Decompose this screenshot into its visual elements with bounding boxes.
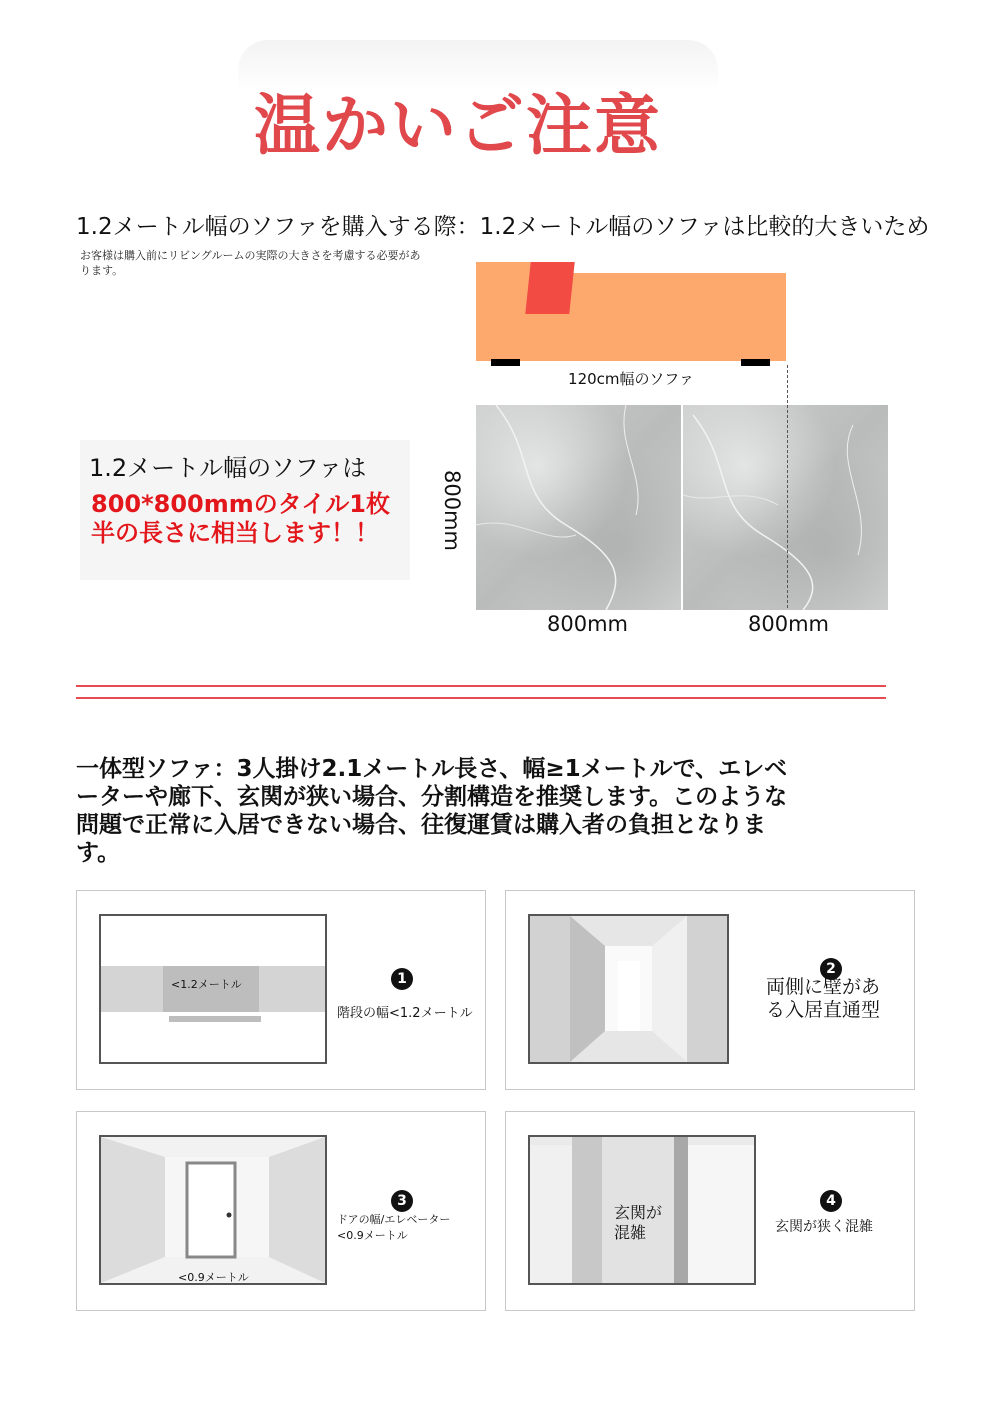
divider-line-bottom: [76, 697, 886, 699]
panel-caption: ドアの幅/エレベーター<0.9メートル: [337, 1213, 451, 1242]
marble-tile-1: [476, 405, 681, 610]
panel-stair-width: [76, 890, 486, 1090]
sofa-cushion: [525, 262, 574, 314]
highlight-line: 1.2メートル幅のソファは: [89, 454, 367, 482]
entrance-pillar: [572, 1137, 602, 1283]
entrance-door-edge: [674, 1137, 688, 1283]
panel-entrance: [505, 1111, 915, 1311]
highlight-warning: 800*800mmのタイル1枚半の長さに相当します！！: [91, 490, 390, 547]
stair-edge: [169, 1016, 261, 1022]
sofa-caption: 120cm幅のソファ: [568, 370, 694, 388]
room-perspective: [101, 1137, 325, 1283]
entrance-wall-right: [688, 1145, 756, 1285]
tile-width-label: 800mm: [547, 612, 628, 636]
room-size-note: お客様は購入前にリビングルームの実際の大きさを考慮する必要があります。: [80, 249, 421, 277]
sofa-illustration: [476, 273, 786, 361]
page-title: 温かいご注意: [254, 87, 662, 164]
panel-caption: 玄関が狭く混雑: [775, 1219, 873, 1235]
step-number-badge: 3: [391, 1190, 413, 1212]
divider-line-top: [76, 685, 886, 687]
door-width-inner-label: <0.9メートル: [178, 1271, 249, 1284]
corridor-perspective: [530, 916, 727, 1062]
marble-tile-2: [683, 405, 888, 610]
panel-corridor: [505, 890, 915, 1090]
step-number-badge: 1: [391, 968, 413, 990]
one-piece-sofa-notice: 一体型ソファ：3人掛け2.1メートル長さ、幅≥1メートルで、エレベーターや廊下、玄関が狭い場合、分割構造を推奨します。このような問題で正常に入居できない場合、往復運賃は購入者の負担となります。: [76, 756, 788, 866]
corridor-diagram: [528, 914, 729, 1064]
stair-diagram: [99, 914, 327, 1064]
tile-height-label: 800mm: [440, 470, 464, 551]
panel-caption: 両側に壁がある入居直通型: [766, 976, 881, 1021]
sofa-end-marker: [787, 365, 788, 608]
panel-caption: 階段の幅<1.2メートル: [337, 1006, 473, 1021]
sofa-leg-right: [741, 359, 770, 366]
entrance-inner-label: 玄関が混雑: [614, 1203, 663, 1242]
step-number-badge: 2: [820, 958, 842, 980]
step-number-badge: 4: [820, 1190, 842, 1212]
marble-veins-1: [476, 405, 681, 610]
entrance-diagram: [528, 1135, 756, 1285]
sofa-width-heading: 1.2メートル幅のソファを購入する際：1.2メートル幅のソファは比較的大きいため: [76, 214, 930, 240]
panel-door-width: [76, 1111, 486, 1311]
entrance-wall-left: [530, 1145, 572, 1285]
sofa-leg-left: [491, 359, 520, 366]
marble-veins-2: [683, 405, 888, 610]
door-diagram: [99, 1135, 327, 1285]
tile-width-label: 800mm: [748, 612, 829, 636]
stair-width-inner-label: <1.2メートル: [171, 978, 242, 991]
